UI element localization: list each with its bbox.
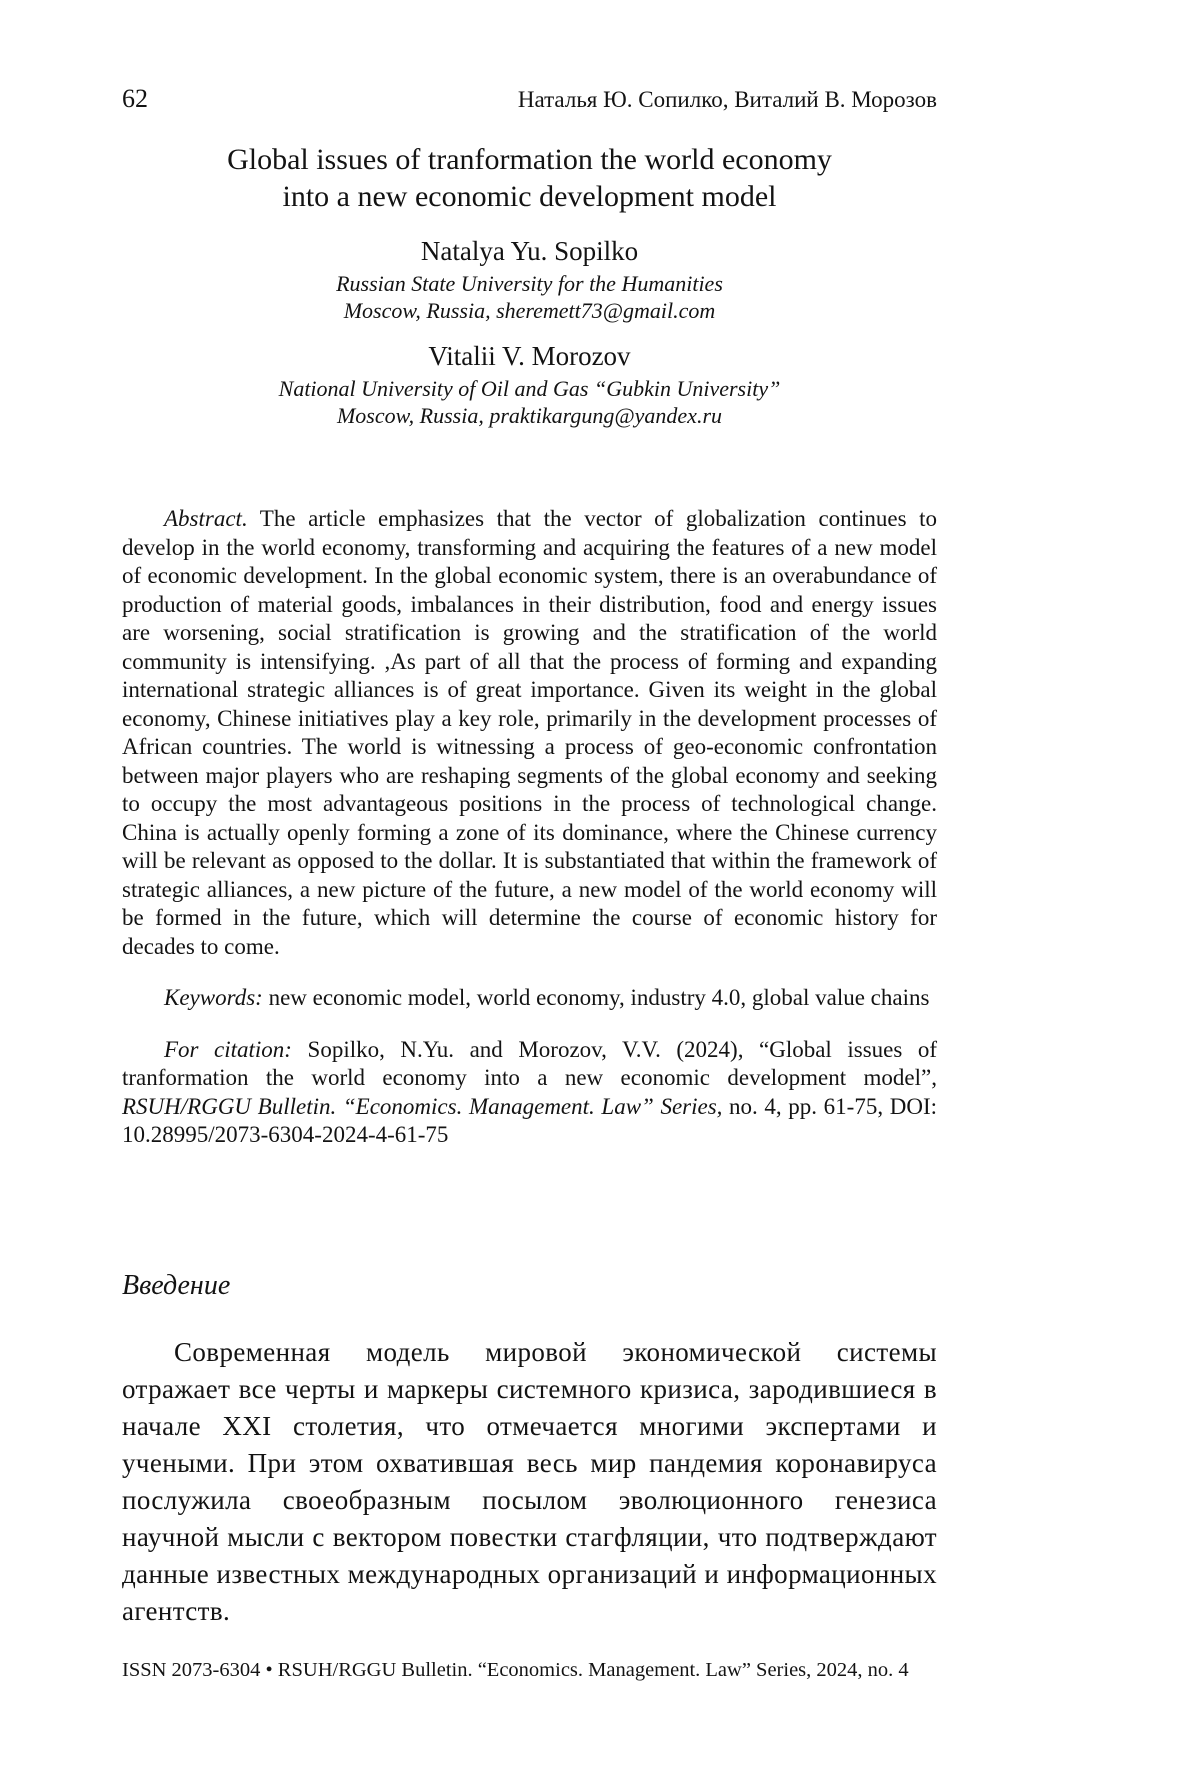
author-name-sopilko: Natalya Yu. Sopilko <box>420 236 639 267</box>
article-title <box>122 141 937 215</box>
running-header <box>122 86 937 113</box>
section-heading-introduction: Введение <box>122 1269 231 1301</box>
citation-paragraph <box>122 1036 937 1150</box>
abstract-label: Abstract. <box>164 506 248 532</box>
article-title-line1: Global issues of tranformation the world economy <box>227 143 832 176</box>
citation-text-after-journal: no. 4, pp. 61-75, DOI: 10.28995/2073-6304-2024-4-61-75 <box>122 1093 937 1148</box>
page-footer: ISSN 2073-6304 • RSUH/RGGU Bulletin. “Economics. Management. Law” Series, 2024, no. 4 <box>122 1658 909 1681</box>
affiliation-contact: Moscow, Russia, sheremett73@gmail.com <box>343 298 716 324</box>
keywords-text: new economic model, world economy, industry 4.0, global value chains <box>262 985 930 1011</box>
page-number: 62 <box>122 84 148 113</box>
citation-label: For citation: <box>164 1036 292 1062</box>
affiliation-institution: Russian State University for the Humanities <box>336 271 723 297</box>
keywords-label: Keywords: <box>164 985 263 1011</box>
affiliation-contact: Moscow, Russia, praktikargung@yandex.ru <box>336 403 723 429</box>
affiliation-institution: National University of Oil and Gas “Gubkin University” <box>278 376 781 402</box>
author-affiliation-morozov <box>122 375 937 429</box>
author-name-morozov: Vitalii V. Morozov <box>428 341 631 372</box>
running-head-authors: Наталья Ю. Сопилко, Виталий В. Морозов <box>517 87 937 112</box>
article-title-line2: into a new economic development model <box>282 180 777 213</box>
abstract-text: The article emphasizes that the vector of globalization continues to develop in the world economy, transforming and acquiring the features of a new model of economic development. In the global economic system, there is an overabundance of production of material goods, imbalances in their distribution, food and energy issues are worsening, social stratification is growing and the stratification of the world community is intensifying. ,As part of all that the process of forming and expanding international strategic alliances is of great importance. Given its weight in the global economy, Chinese initiatives play a key role, primarily in the development processes of African countries. The world is witnessing a process of geo-economic confrontation between major players who are reshaping segments of the global economy and seeking to occupy the most advantageous positions in the process of technological change. China is actually openly forming a zone of its dominance, where the Chinese currency will be relevant as opposed to the dollar. It is substantiated that within the framework of strategic alliances, a new picture of the future, a new model of the world economy will be formed in the future, which will determine the course of economic history for decades to come. <box>122 506 937 959</box>
abstract-paragraph <box>122 505 937 961</box>
keywords-paragraph <box>122 984 937 1013</box>
introduction-paragraph: Современная модель мировой экономической системы отражает все черты и маркеры системного кризиса, зародившиеся в начале XXI столетия, что отмечается многими экспертами и учеными. При этом охватившая весь мир пандемия коронавируса послужила своеобразным посылом эволюционного генезиса научной мысли с вектором повестки стагфляции, что подтверждают данные известных международных организаций и информационных агентств. <box>122 1336 937 1626</box>
citation-journal-title: RSUH/RGGU Bulletin. “Economics. Management. Law” Series, <box>122 1093 723 1119</box>
citation-text-before-journal: Sopilko, N.Yu. and Morozov, V.V. (2024), “Global issues of tranformation the world economy into a new economic development model”, <box>122 1036 937 1091</box>
author-affiliation-sopilko <box>122 270 937 324</box>
